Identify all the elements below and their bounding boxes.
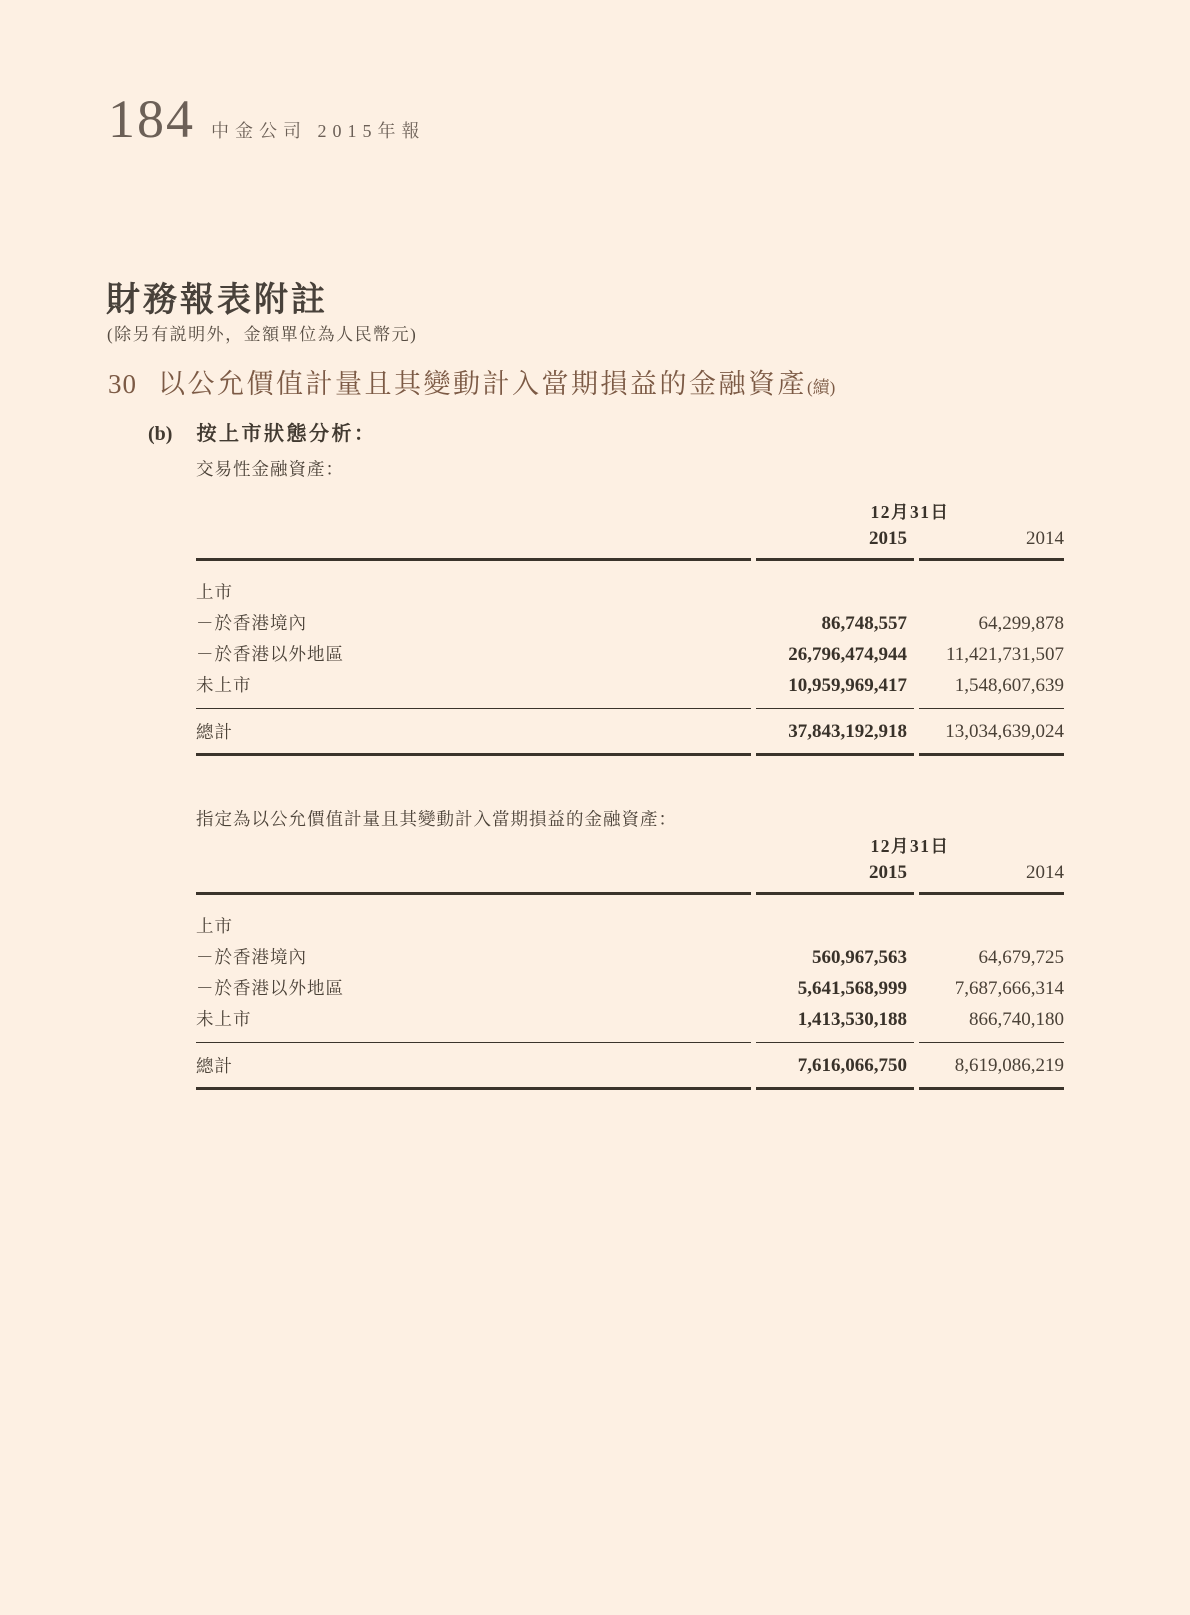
subsection-label: (b): [148, 423, 173, 445]
total-2015: 37,843,192,918: [788, 721, 907, 743]
header-rule: [196, 892, 1064, 895]
cell-2015: 10,959,969,417: [788, 674, 907, 696]
cell-2015: 560,967,563: [812, 946, 907, 968]
col-header-2015: 2015: [869, 528, 907, 549]
table-row: [196, 942, 1064, 973]
cell-2014: 1,548,607,639: [954, 674, 1064, 696]
total-top-rule: [196, 708, 1064, 710]
col-header-2015: 2015: [869, 862, 907, 883]
table-1-year-header-row: [196, 527, 1064, 550]
table-row: [196, 911, 1064, 942]
section-heading: [108, 362, 835, 401]
table-row: [196, 1004, 1064, 1035]
cell-2014: 11,421,731,507: [945, 643, 1064, 665]
designated-fvtpl-assets-table: [196, 836, 1064, 1090]
cell-2014: [919, 911, 1064, 942]
table-2-year-header-row: [196, 861, 1064, 884]
section-number: 30: [108, 369, 137, 399]
row-label: －於香港以外地區: [196, 977, 344, 998]
row-label: －於香港境內: [196, 946, 307, 967]
row-label: －於香港境內: [196, 612, 307, 633]
row-label: 未上市: [196, 1008, 252, 1029]
total-row: [196, 1052, 1064, 1080]
total-top-rule: [196, 1042, 1064, 1044]
cell-2015: 1,413,530,188: [797, 1008, 907, 1030]
cell-2014: 64,679,725: [978, 946, 1064, 968]
subsection-heading: [148, 417, 376, 446]
report-name: 中金公司 2015年報: [211, 121, 426, 141]
cell-2015: 5,641,568,999: [797, 977, 907, 999]
doc-title: 財務報表附註: [106, 282, 328, 319]
col-header-2014: 2014: [1026, 528, 1064, 549]
table-1-caption: 交易性金融資產：: [196, 459, 344, 479]
section-continued-label: (續): [807, 378, 836, 397]
cell-2014: 64,299,878: [978, 612, 1064, 634]
total-label: 總計: [196, 722, 233, 743]
page-header: [108, 89, 426, 149]
row-label: 上市: [196, 915, 233, 936]
date-header: 12月31日: [870, 502, 950, 522]
cell-2014: 7,687,666,314: [954, 977, 1064, 999]
total-bottom-rule: [196, 1087, 1064, 1090]
total-2014: 8,619,086,219: [954, 1055, 1064, 1077]
cell-2014: [919, 577, 1064, 608]
total-row: [196, 718, 1064, 746]
doc-subtitle: (除另有説明外，金額單位為人民幣元): [107, 325, 418, 344]
row-label: 未上市: [196, 674, 252, 695]
total-label: 總計: [196, 1056, 233, 1077]
table-row: [196, 670, 1064, 701]
table-2-date-header-row: [196, 836, 1064, 856]
table-row: [196, 608, 1064, 639]
cell-2015: [756, 577, 914, 608]
date-header: 12月31日: [870, 836, 950, 856]
section-title: 以公允價值計量且其變動計入當期損益的金融資產: [158, 369, 807, 399]
cell-2014: 866,740,180: [969, 1008, 1064, 1030]
row-label: 上市: [196, 581, 233, 602]
header-rule: [196, 558, 1064, 561]
total-2015: 7,616,066,750: [797, 1055, 907, 1077]
cell-2015: 86,748,557: [821, 612, 907, 634]
total-bottom-rule: [196, 753, 1064, 756]
table-row: [196, 577, 1064, 608]
cell-2015: 26,796,474,944: [788, 643, 907, 665]
subsection-title: 按上市狀態分析：: [196, 423, 377, 445]
col-header-2014: 2014: [1026, 862, 1064, 883]
table-row: [196, 639, 1064, 670]
total-2014: 13,034,639,024: [945, 721, 1064, 743]
trading-financial-assets-table: [196, 502, 1064, 756]
table-2-caption: 指定為以公允價值計量且其變動計入當期損益的金融資產：: [196, 809, 677, 829]
page-number: 184: [108, 89, 195, 149]
table-1-date-header-row: [196, 502, 1064, 522]
cell-2015: [756, 911, 914, 942]
row-label: －於香港以外地區: [196, 643, 344, 664]
table-row: [196, 973, 1064, 1004]
